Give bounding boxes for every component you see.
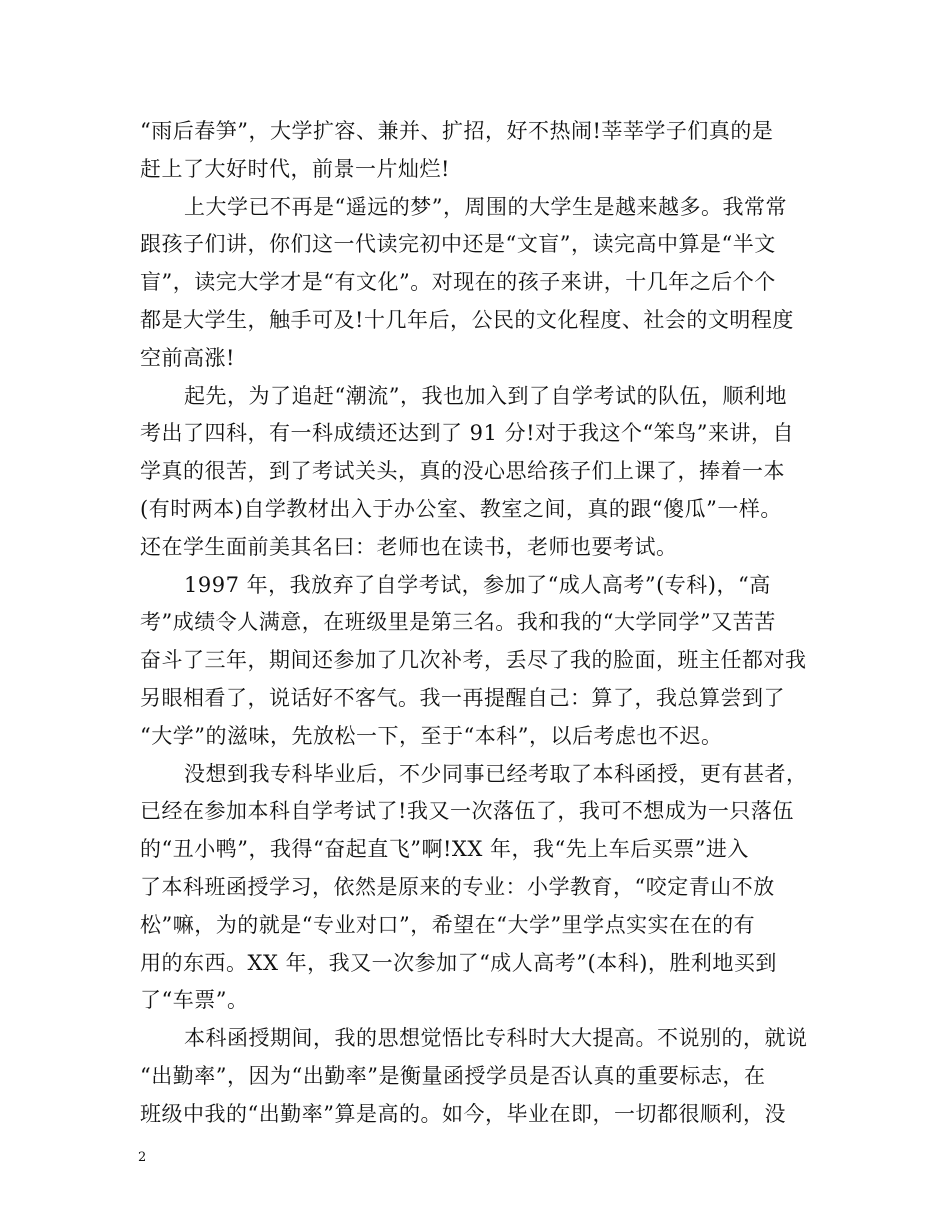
text-line: 松”嘛，为的就是“专业对口”，希望在“大学”里学点实实在在的有 <box>140 912 756 937</box>
paragraph-first-line: 上大学已不再是“遥远的梦”，周围的大学生是越来越多。我常常 <box>184 194 787 219</box>
text-line: 了本科班函授学习，依然是原来的专业：小学教育，“咬定青山不放 <box>140 874 775 899</box>
text-line: 奋斗了三年，期间还参加了几次补考，丢尽了我的脸面，班主任都对我 <box>140 648 807 673</box>
text-line: 学真的很苦，到了考试关头，真的没心思给孩子们上课了，捧着一本 <box>140 459 785 484</box>
paragraph-first-line: 本科函授期间，我的思想觉悟比专科时大大提高。不说别的，就说 <box>184 1026 808 1051</box>
text-line: 赶上了大好时代，前景一片灿烂! <box>140 156 450 181</box>
text-line: 都是大学生，触手可及!十几年后，公民的文化程度、社会的文明程度 <box>140 307 794 332</box>
text-line: “出勤率”，因为“出勤率”是衡量函授学员是否认真的重要标志，在 <box>140 1063 766 1088</box>
text-line: 用的东西。XX 年，我又一次参加了“成人高考”(本科)，胜利地买到 <box>140 950 777 975</box>
text-line: 空前高涨! <box>140 345 235 370</box>
text-line: 的“丑小鸭”，我得“奋起直飞”啊!XX 年，我“先上车后买票”进入 <box>140 837 749 862</box>
paragraph-first-line: 1997 年，我放弃了自学考试，参加了“成人高考”(专科)，“高 <box>184 572 771 597</box>
text-line: 跟孩子们讲，你们这一代读完初中还是“文盲”，读完高中算是“半文 <box>140 232 776 257</box>
text-line: “大学”的滋味，先放松一下，至于“本科”，以后考虑也不迟。 <box>140 723 723 748</box>
text-line: 考出了四科，有一科成绩还达到了 91 分!对于我这个“笨鸟”来讲，自 <box>140 421 794 446</box>
text-line: (有时两本)自学教材出入于办公室、教室之间，真的跟“傻瓜”一样。 <box>140 496 782 521</box>
text-line: 已经在参加本科自学考试了!我又一次落伍了，我可不想成为一只落伍 <box>140 799 794 824</box>
paragraph-first-line: 没想到我专科毕业后，不少同事已经考取了本科函授，更有甚者， <box>184 761 808 786</box>
text-line: “雨后春笋”，大学扩容、兼并、扩招，好不热闹!莘莘学子们真的是 <box>140 119 774 143</box>
body-text <box>140 113 820 1134</box>
text-line: 考”成绩令人满意，在班级里是第三名。我和我的“大学同学”又苦苦 <box>140 610 776 635</box>
page-number: 2 <box>138 1150 147 1165</box>
text-line: 了“车票”。 <box>140 988 249 1013</box>
text-line: 还在学生面前美其名曰：老师也在读书，老师也要考试。 <box>140 534 678 559</box>
paragraph-first-line: 起先，为了追赶“潮流”，我也加入到了自学考试的队伍，顺利地 <box>184 383 787 408</box>
text-line: 盲”，读完大学才是“有文化”。对现在的孩子来讲，十几年之后个个 <box>140 270 776 295</box>
text-line: 另眼相看了，说话好不客气。我一再提醒自己：算了，我总算尝到了 <box>140 685 785 710</box>
text-line: 班级中我的“出勤率”算是高的。如今，毕业在即，一切都很顺利，没 <box>140 1101 786 1126</box>
